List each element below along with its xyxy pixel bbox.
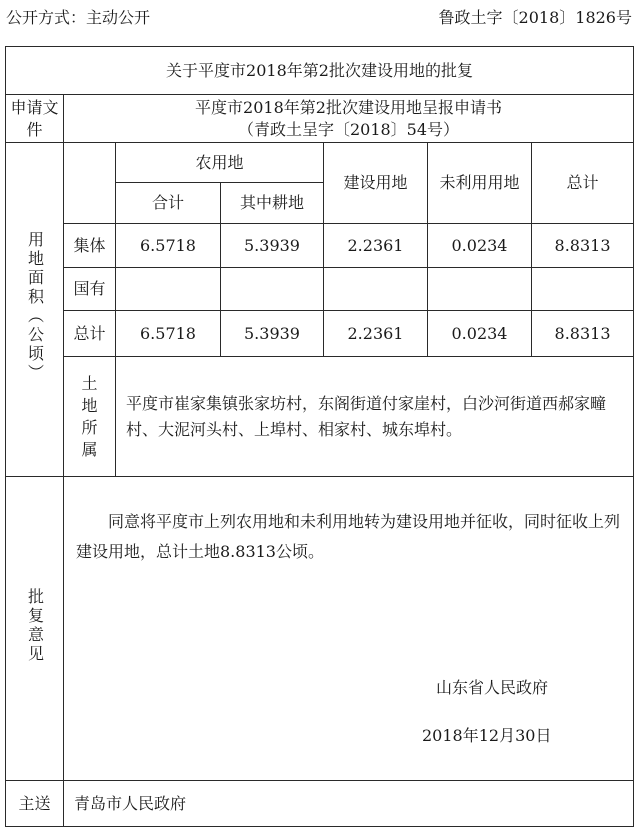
application-line-2: （青政土呈字〔2018〕54号） <box>237 119 460 139</box>
ownership-text: 平度市崔家集镇张家坊村，东阁街道付家崖村，白沙河街道西郝家疃村、大泥河头村、上埠村、相家村、城东埠村。 <box>116 357 634 477</box>
application-label: 申请文件 <box>6 95 64 143</box>
cc-recipient: 青岛市人民政府 <box>64 781 634 827</box>
approval-table <box>5 46 634 827</box>
approval-label <box>6 477 64 781</box>
document-title: 关于平度市2018年第2批次建设用地的批复 <box>6 47 634 95</box>
table-row <box>6 311 634 357</box>
issuing-authority: 山东省人民政府 <box>436 678 549 697</box>
unused-header: 未利用用地 <box>428 143 532 224</box>
cell-unused <box>428 268 532 311</box>
cell-subtotal <box>116 268 221 311</box>
cell-unused: 0.0234 <box>428 311 532 357</box>
disclosure-method: 公开方式：主动公开 <box>6 8 151 27</box>
cell-arable: 5.3939 <box>221 311 324 357</box>
agricultural-header: 农用地 <box>116 143 324 183</box>
document-number: 鲁政土字〔2018〕1826号 <box>438 8 632 27</box>
cell-construction: 2.2361 <box>324 224 428 268</box>
land-area-label <box>6 143 64 477</box>
ownership-label-text: 土地所属 <box>81 373 98 459</box>
construction-header: 建设用地 <box>324 143 428 224</box>
application-document <box>64 95 634 143</box>
cc-label: 主送 <box>6 781 64 827</box>
cell-construction <box>324 268 428 311</box>
cell-unused: 0.0234 <box>428 224 532 268</box>
cell-total <box>532 268 634 311</box>
subtotal-header: 合计 <box>116 183 221 224</box>
cell-construction: 2.2361 <box>324 311 428 357</box>
ownership-label <box>64 357 116 477</box>
approval-date: 2018年12月30日 <box>422 726 552 745</box>
arable-header: 其中耕地 <box>221 183 324 224</box>
cell-total: 8.8313 <box>532 311 634 357</box>
cell-total: 8.8313 <box>532 224 634 268</box>
cell-arable <box>221 268 324 311</box>
cell-arable: 5.3939 <box>221 224 324 268</box>
land-area-label-text: 用地面积（公顷） <box>25 230 45 383</box>
approval-label-text: 批复意见 <box>25 587 45 664</box>
total-header: 总计 <box>532 143 634 224</box>
cell-subtotal: 6.5718 <box>116 311 221 357</box>
blank-corner <box>64 143 116 224</box>
row-label: 国有 <box>64 268 116 311</box>
approval-text: 同意将平度市上列农用地和未利用地转为建设用地并征收，同时征收上列建设用地，总计土地8.8313公顷。 <box>76 512 621 561</box>
approval-opinion <box>64 477 634 781</box>
row-label: 总计 <box>64 311 116 357</box>
table-row <box>6 224 634 268</box>
table-row <box>6 268 634 311</box>
cell-subtotal: 6.5718 <box>116 224 221 268</box>
row-label: 集体 <box>64 224 116 268</box>
application-line-1: 平度市2018年第2批次建设用地呈报申请书 <box>195 97 502 117</box>
